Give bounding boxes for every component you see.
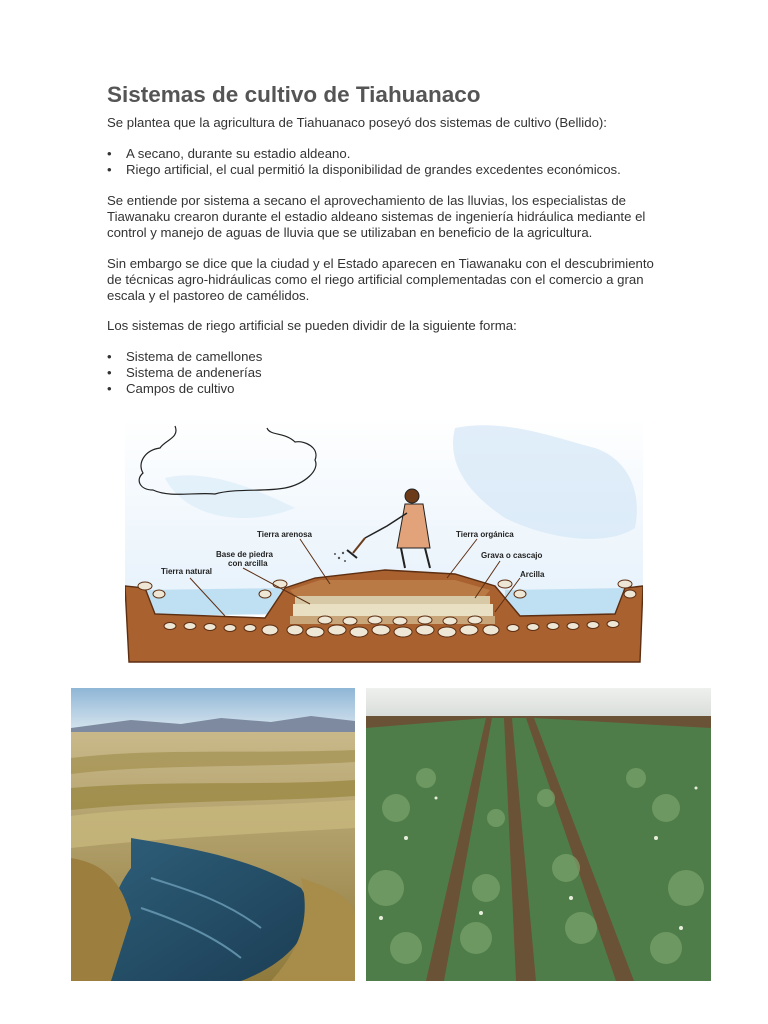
- raised-fields-photo: [71, 688, 355, 981]
- paragraph-line: de técnicas agro-hidráulicas como el riego artificial complementadas con el comercio a gran: [107, 271, 644, 287]
- paragraph-line: Sin embargo se dice que la ciudad y el Estado aparecen en Tiawanaku con el descubrimiento: [107, 256, 654, 271]
- bullet-icon: •: [107, 380, 112, 396]
- paragraph-estado: [107, 256, 667, 303]
- irrigation-systems-list: [107, 349, 262, 396]
- paragraph-secano: [107, 193, 667, 240]
- list-item: • Sistema de camellones: [107, 349, 263, 364]
- paragraph-line: control y manejo de aguas de lluvia que se utilizaban en beneficio de la agricultura.: [107, 224, 593, 240]
- label-grava: Grava o cascajo: [481, 551, 543, 560]
- page-title: Sistemas de cultivo de Tiahuanaco: [107, 82, 481, 107]
- list-item: • Sistema de andenerías: [107, 364, 262, 380]
- list-item: • Campos de cultivo: [107, 380, 235, 396]
- gravel-layer: [293, 604, 493, 616]
- intro-paragraph: Se plantea que la agricultura de Tiahuanaco poseyó dos sistemas de cultivo (Bellido):: [107, 115, 607, 130]
- paragraph-line: escala y el pastoreo de camélidos.: [107, 287, 310, 303]
- bullet-icon: •: [107, 364, 112, 380]
- label-tierra-natural: Tierra natural: [161, 567, 212, 576]
- sand-layer: [295, 596, 490, 604]
- label-tierra-organica: Tierra orgánica: [456, 530, 514, 539]
- camellon-illustration: [125, 418, 643, 666]
- bullet-icon: •: [107, 161, 112, 177]
- paragraph-line: Tiawanaku crearon durante el estadio aldeano sistemas de ingeniería hidráulica mediante el: [107, 208, 646, 224]
- label-arcilla: Arcilla: [520, 570, 545, 579]
- list-item: • Riego artificial, el cual permitió la disponibilidad de grandes excedentes económicos.: [107, 161, 621, 177]
- camellon-diagram: [125, 418, 643, 666]
- paragraph-line: Se entiende por sistema a secano el aprovechamiento de las lluvias, los especialistas de: [107, 193, 627, 208]
- list-item: • A secano, durante su estadio aldeano.: [107, 146, 351, 161]
- organic-soil-layer: [290, 580, 490, 596]
- label-con-arcilla: con arcilla: [228, 559, 268, 568]
- crop-rows-photo: [366, 688, 711, 981]
- raised-fields-image: [71, 688, 355, 981]
- cultivation-systems-list: [107, 146, 621, 178]
- bullet-icon: •: [107, 349, 112, 364]
- bullet-icon: •: [107, 146, 112, 161]
- label-tierra-arenosa: Tierra arenosa: [257, 530, 312, 539]
- paragraph-riego: Los sistemas de riego artificial se pueden dividir de la siguiente forma:: [107, 318, 517, 333]
- label-base-piedra: Base de piedra: [216, 550, 273, 559]
- crop-rows-image: [366, 688, 711, 981]
